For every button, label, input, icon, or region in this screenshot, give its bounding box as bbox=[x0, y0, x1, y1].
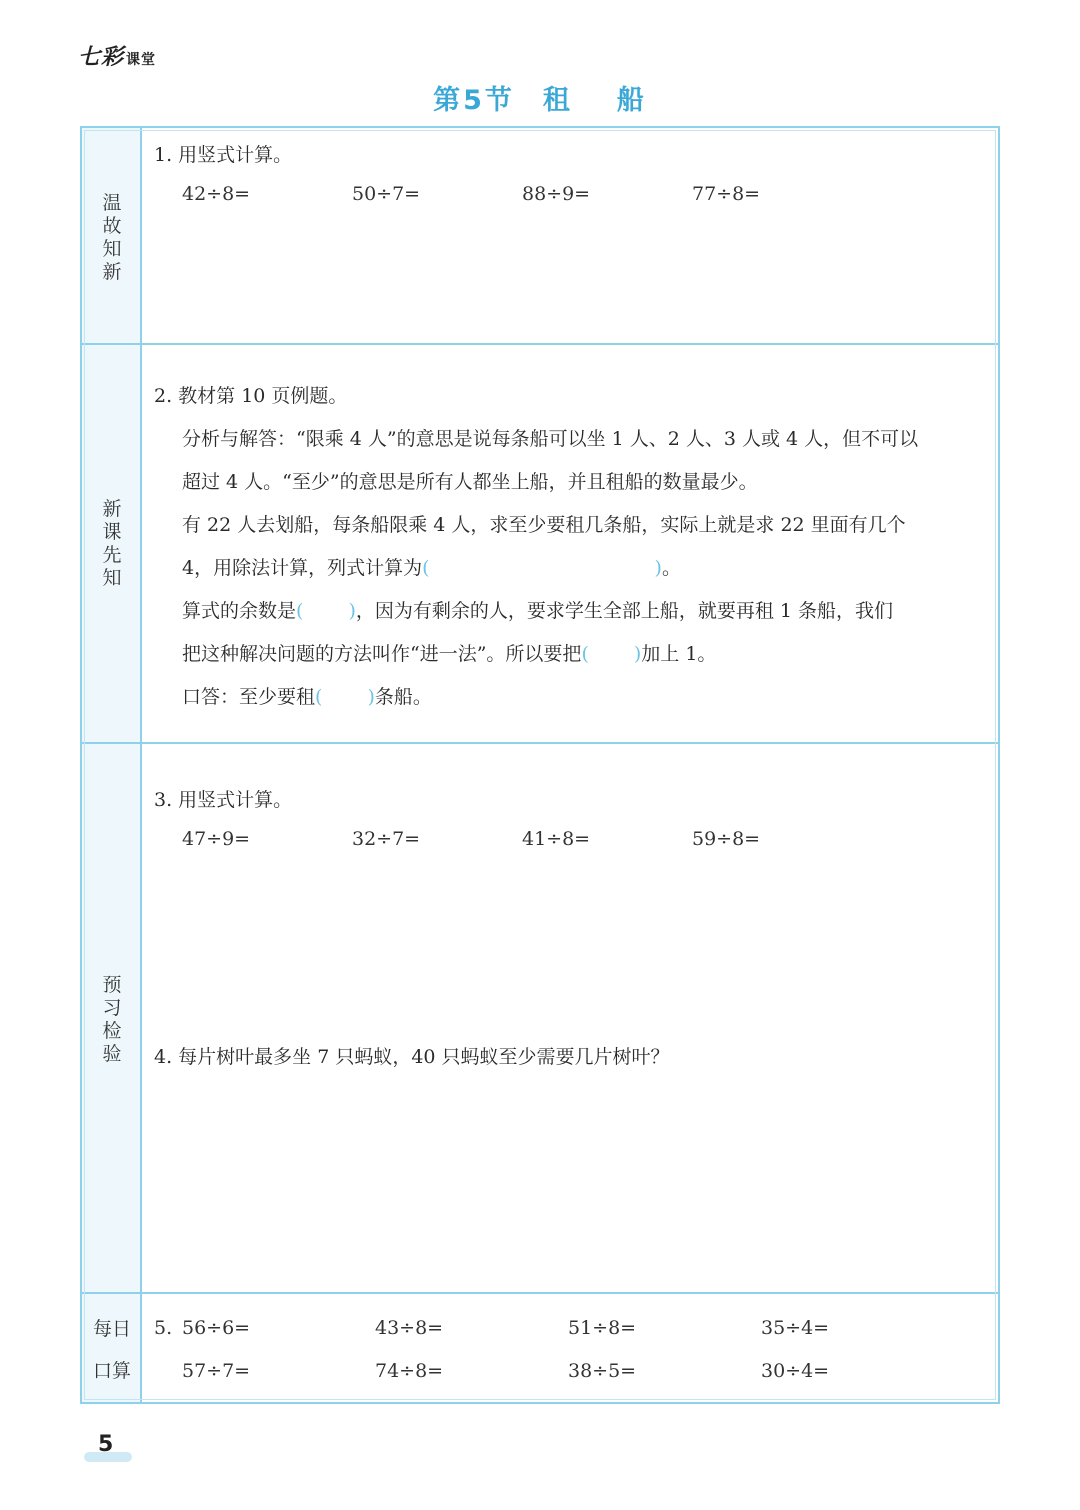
q3-title: 3. 用竖式计算。 bbox=[154, 789, 293, 811]
q1-item: 42÷8= bbox=[182, 183, 251, 205]
title-word2: 船 bbox=[616, 85, 647, 116]
label-daily-mental-math: 每日 口算 bbox=[92, 1318, 131, 1382]
q2-line: 口答：至少要租( )条船。 bbox=[182, 686, 432, 708]
page-title bbox=[0, 78, 1080, 117]
q3-item: 59÷8= bbox=[692, 828, 761, 850]
worksheet-frame bbox=[80, 126, 1000, 1404]
q3-item: 32÷7= bbox=[352, 828, 421, 850]
label-preview-check: 预 习 检 验 bbox=[102, 974, 122, 1065]
q2-line: 超过 4 人。“至少”的意思是所有人都坐上船，并且租船的数量最少。 bbox=[182, 471, 758, 493]
divider bbox=[82, 742, 998, 744]
q5-item: 35÷4= bbox=[761, 1317, 830, 1339]
q3-item: 47÷9= bbox=[182, 828, 251, 850]
section-sidebar bbox=[82, 128, 142, 1402]
logo-sub: 课堂 bbox=[126, 52, 157, 68]
publisher-logo bbox=[78, 40, 156, 71]
title-word1: 租 bbox=[542, 85, 573, 116]
q2-line: 算式的余数是( )，因为有剩余的人，要求学生全部上船，就要再租 1 条船，我们 bbox=[182, 600, 894, 622]
q5-item: 30÷4= bbox=[761, 1360, 830, 1382]
q1-item: 50÷7= bbox=[352, 183, 421, 205]
q4-title: 4. 每片树叶最多坐 7 只蚂蚁，40 只蚂蚁至少需要几片树叶？ bbox=[154, 1046, 670, 1068]
page-number: 5 bbox=[98, 1432, 114, 1457]
q5-item: 38÷5= bbox=[568, 1360, 637, 1382]
q5-number: 5. bbox=[154, 1317, 173, 1339]
q1-title: 1. 用竖式计算。 bbox=[154, 144, 293, 166]
q1-item: 77÷8= bbox=[692, 183, 761, 205]
q5-item: 51÷8= bbox=[568, 1317, 637, 1339]
q5-item: 74÷8= bbox=[375, 1360, 444, 1382]
q2-title: 2. 教材第 10 页例题。 bbox=[154, 385, 348, 407]
q5-item: 56÷6= bbox=[182, 1317, 251, 1339]
q2-line: 分析与解答：“限乘 4 人”的意思是说每条船可以坐 1 人、2 人、3 人或 4 人，但不可以 bbox=[182, 428, 919, 450]
q2-line: 把这种解决问题的方法叫作“进一法”。所以要把( )加上 1。 bbox=[182, 643, 717, 665]
label-review: 温 故 知 新 bbox=[102, 192, 122, 283]
title-section: 第5节 bbox=[433, 85, 515, 116]
divider bbox=[82, 1292, 998, 1294]
q2-line: 有 22 人去划船，每条船限乘 4 人，求至少要租几条船，实际上就是求 22 里面有几个 bbox=[182, 514, 906, 536]
q5-item: 43÷8= bbox=[375, 1317, 444, 1339]
label-new-lesson: 新 课 先 知 bbox=[102, 498, 122, 589]
q5-item: 57÷7= bbox=[182, 1360, 251, 1382]
q1-item: 88÷9= bbox=[522, 183, 591, 205]
divider bbox=[82, 343, 998, 345]
q3-item: 41÷8= bbox=[522, 828, 591, 850]
q2-line: 4，用除法计算，列式计算为( )。 bbox=[182, 557, 681, 579]
logo-main: 七彩 bbox=[78, 45, 125, 70]
